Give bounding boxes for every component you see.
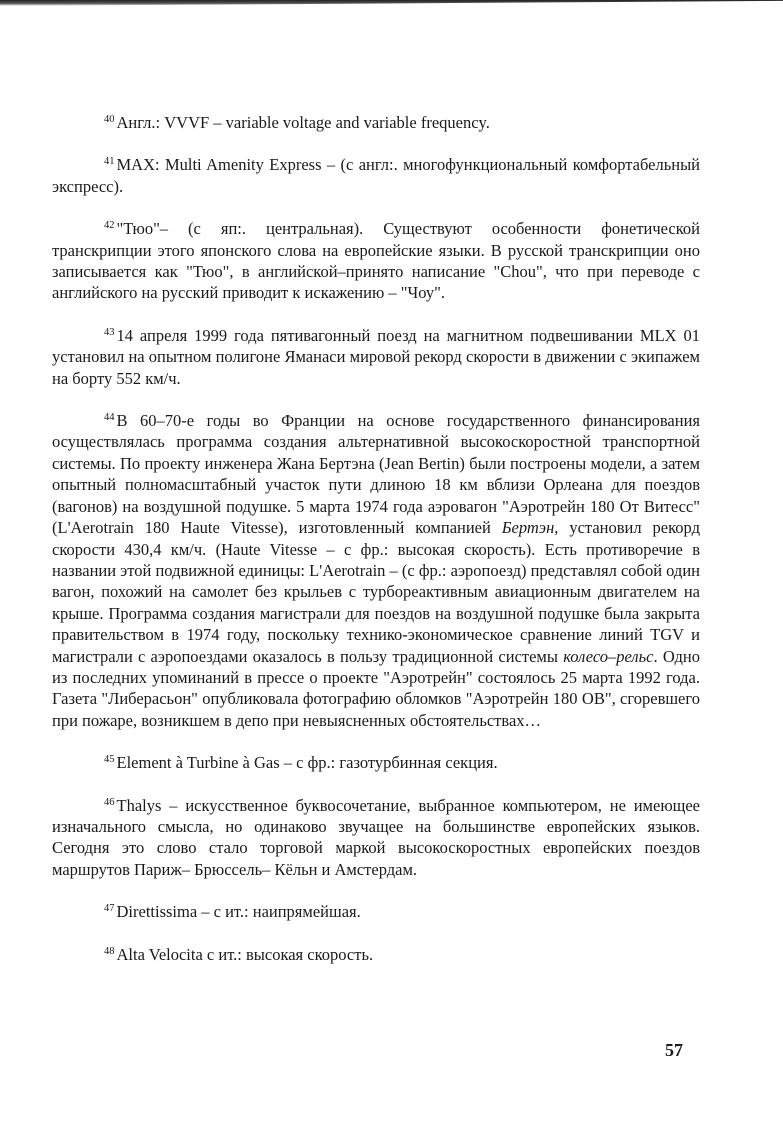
page-number: 57 [665,1040,683,1060]
scan-edge [0,0,783,6]
footnote-text: Thalys – искусственное буквосочетание, выбранное компьютером, не имеющее изначального смысла, но одинаково звучащее на большинстве европейских языков. Сегодня это слово стало торговой маркой высокоскоростных европейских поездов маршрутов Париж– Брюссель– Кёльн и Амстердам. [52,795,700,879]
footnote-47 [52,901,700,922]
footnote-48 [52,944,700,965]
footnote-text: MAX: Multi Amenity Express – (с англ:. многофункциональный комфортабельный экспресс). [52,155,700,196]
footnote-text: Alta Velocita с ит.: высокая скорость. [116,944,374,964]
footnote-number: 46 [104,796,115,808]
footnote-42 [52,218,700,304]
footnote-44 [52,410,700,731]
footnotes-page [52,112,700,965]
footnote-40 [52,112,700,133]
footnote-43 [52,325,700,389]
footnote-number: 40 [104,114,115,125]
footnote-text: "Тюо"– (с яп:. центральная). Существуют особенности фонетической транскрипции этого японского слова на европейские языки. В русской транскрипции оно записывается как "Тюо", в английской–принято написание "Chou", что при переводе с английского на русский приводит к искажению – "Чоу". [52,219,700,303]
footnote-text: Direttissima – с ит.: наипрямейшая. [116,902,361,922]
footnote-text-part: . Одно из последних упоминаний в прессе о проекте "Аэротрейн" состоялось 25 марта 1992 года. Газета "Либерасьон" опубликовала фотографию обломков "Аэротрейн 180 OB", сгоревшего при пожаре, возникшем в депо при невыясненных обстоятельствах… [52,646,700,730]
footnote-text: Element à Turbine à Gas – с фр.: газотурбинная секция. [116,753,498,773]
footnote-italic-term: колесо–рельс [563,646,654,666]
footnote-text-part: , установил рекорд скорости 430,4 км/ч. (Haute Vitesse – с фр.: высокая скорость). Есть противоречие в названии этой подвижной единицы: L'Aerotrain – (с фр.: аэропоезд) представлял собой один вагон, похожий на самолет без крыльев с турбореактивным авиационным двигателем на крыше. Программа создания магистрали для поездов на воздушной подушке была закрыта правительством в 1974 году, поскольку технико-экономическое сравнение линий TGV и магистрали с аэропоездами оказалось в пользу традиционной системы [52,518,700,666]
footnote-number: 44 [104,412,115,424]
footnote-number: 47 [104,903,115,915]
footnote-41 [52,154,700,197]
footnote-number: 48 [104,945,115,957]
footnote-text: 14 апреля 1999 года пятивагонный поезд на магнитном подвешивании MLX 01 установил на опытном полигоне Яманаси мировой рекорд скорости в движении с экипажем на борту 552 км/ч. [52,325,700,388]
footnote-number: 41 [104,156,115,168]
footnote-italic-term: Бертэн [501,518,555,538]
footnote-number: 42 [104,220,115,232]
footnote-number: 43 [104,326,115,338]
footnote-45 [52,752,700,773]
footnote-number: 45 [104,754,115,766]
footnote-text: Англ.: VVVF – variable voltage and variable frequency. [116,113,490,132]
footnote-text-part: В 60–70-е годы во Франции на основе государственного финансирования осуществлялась программа создания альтернативной высокоскоростной транспортной системы. По проекту инженера Жана Бертэна (Jean Bertin) были построены модели, а затем опытный полномасштабный участок пути длиною 18 км вблизи Орлеана для поездов (вагонов) на воздушной подушке. 5 марта 1974 года аэровагон "Аэротрейн 180 От Витесс" (L'Aerotrain 180 Haute Vitesse), изготовленный компанией [52,411,700,538]
footnote-46 [52,795,700,881]
